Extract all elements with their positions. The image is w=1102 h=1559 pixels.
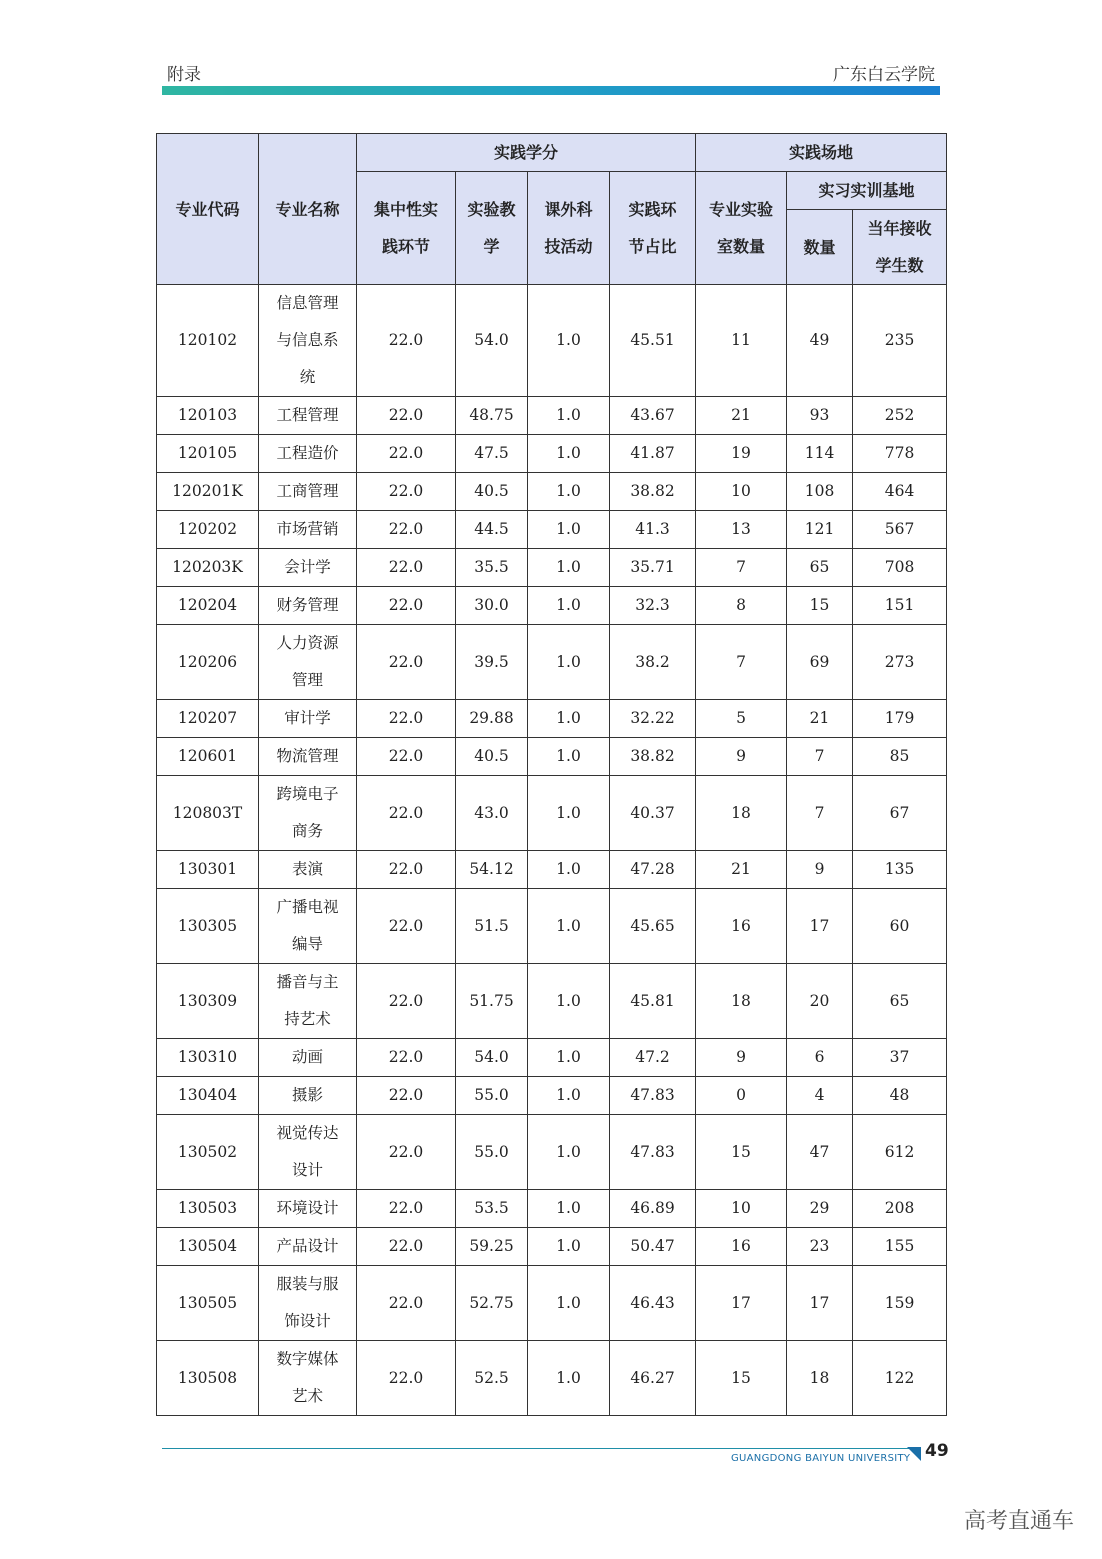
header-practice-sites: 实践场地 [696,134,947,172]
cell-extra: 1.0 [528,964,610,1039]
cell-name: 跨境电子 商务 [259,776,357,851]
table-row [157,1266,947,1341]
cell-bases: 69 [787,625,853,700]
cell-labs: 5 [696,700,787,738]
cell-labs: 10 [696,473,787,511]
cell-students: 612 [853,1115,947,1190]
cell-ratio: 46.27 [610,1341,696,1416]
cell-intensive: 22.0 [357,473,456,511]
table-row [157,285,947,397]
cell-extra: 1.0 [528,1341,610,1416]
cell-ratio: 47.2 [610,1039,696,1077]
header-practice-credits: 实践学分 [357,134,696,172]
cell-intensive: 22.0 [357,285,456,397]
cell-code: 130309 [157,964,259,1039]
cell-ratio: 32.3 [610,587,696,625]
cell-code: 130301 [157,851,259,889]
cell-experiment: 55.0 [456,1077,528,1115]
cell-labs: 13 [696,511,787,549]
cell-bases: 9 [787,851,853,889]
cell-ratio: 47.28 [610,851,696,889]
cell-experiment: 51.5 [456,889,528,964]
cell-intensive: 22.0 [357,1077,456,1115]
cell-experiment: 54.0 [456,285,528,397]
cell-name: 工程管理 [259,397,357,435]
cell-name: 工程造价 [259,435,357,473]
cell-code: 130305 [157,889,259,964]
cell-name: 产品设计 [259,1228,357,1266]
cell-students: 60 [853,889,947,964]
cell-bases: 4 [787,1077,853,1115]
cell-experiment: 54.12 [456,851,528,889]
cell-bases: 93 [787,397,853,435]
cell-ratio: 46.89 [610,1190,696,1228]
cell-intensive: 22.0 [357,776,456,851]
cell-code: 120203K [157,549,259,587]
table-row [157,738,947,776]
header-section-label: 附录 [167,65,201,85]
cell-ratio: 50.47 [610,1228,696,1266]
header-accent-bar [162,86,940,95]
cell-bases: 121 [787,511,853,549]
table-row [157,1190,947,1228]
cell-experiment: 52.5 [456,1341,528,1416]
cell-ratio: 38.2 [610,625,696,700]
cell-bases: 108 [787,473,853,511]
cell-name: 财务管理 [259,587,357,625]
table-row [157,625,947,700]
cell-intensive: 22.0 [357,587,456,625]
cell-name: 播音与主 持艺术 [259,964,357,1039]
cell-students: 567 [853,511,947,549]
cell-students: 151 [853,587,947,625]
header-code: 专业代码 [157,134,259,285]
cell-experiment: 52.75 [456,1266,528,1341]
cell-extra: 1.0 [528,1077,610,1115]
cell-extra: 1.0 [528,625,610,700]
table-row [157,1077,947,1115]
watermark: 高考直通车 [964,1509,1075,1534]
cell-name: 动画 [259,1039,357,1077]
cell-intensive: 22.0 [357,851,456,889]
table-row [157,587,947,625]
cell-students: 159 [853,1266,947,1341]
cell-students: 179 [853,700,947,738]
cell-extra: 1.0 [528,587,610,625]
cell-extra: 1.0 [528,889,610,964]
cell-bases: 49 [787,285,853,397]
cell-bases: 23 [787,1228,853,1266]
cell-students: 155 [853,1228,947,1266]
cell-intensive: 22.0 [357,625,456,700]
cell-code: 120206 [157,625,259,700]
cell-ratio: 47.83 [610,1115,696,1190]
cell-name: 物流管理 [259,738,357,776]
cell-bases: 17 [787,889,853,964]
cell-ratio: 41.87 [610,435,696,473]
cell-students: 122 [853,1341,947,1416]
cell-experiment: 55.0 [456,1115,528,1190]
cell-labs: 18 [696,964,787,1039]
cell-labs: 21 [696,397,787,435]
table-row [157,776,947,851]
cell-bases: 7 [787,776,853,851]
table-row [157,964,947,1039]
cell-code: 130505 [157,1266,259,1341]
cell-extra: 1.0 [528,1266,610,1341]
cell-ratio: 35.71 [610,549,696,587]
cell-ratio: 43.67 [610,397,696,435]
page-number: 49 [925,1441,949,1461]
cell-name: 工商管理 [259,473,357,511]
cell-experiment: 30.0 [456,587,528,625]
cell-extra: 1.0 [528,473,610,511]
cell-name: 服装与服 饰设计 [259,1266,357,1341]
cell-students: 135 [853,851,947,889]
cell-bases: 15 [787,587,853,625]
footer-university: GUANGDONG BAIYUN UNIVERSITY [731,1453,911,1464]
table-row [157,473,947,511]
cell-code: 120204 [157,587,259,625]
cell-students: 235 [853,285,947,397]
header-base-count: 数量 [787,210,853,285]
cell-students: 273 [853,625,947,700]
cell-students: 252 [853,397,947,435]
cell-code: 130503 [157,1190,259,1228]
cell-labs: 19 [696,435,787,473]
cell-bases: 47 [787,1115,853,1190]
table-row [157,1115,947,1190]
cell-labs: 8 [696,587,787,625]
cell-code: 120601 [157,738,259,776]
cell-labs: 21 [696,851,787,889]
cell-ratio: 45.65 [610,889,696,964]
cell-bases: 17 [787,1266,853,1341]
table-row [157,511,947,549]
cell-experiment: 53.5 [456,1190,528,1228]
cell-labs: 16 [696,889,787,964]
cell-intensive: 22.0 [357,1190,456,1228]
cell-intensive: 22.0 [357,1039,456,1077]
cell-code: 120202 [157,511,259,549]
cell-code: 120803T [157,776,259,851]
cell-experiment: 35.5 [456,549,528,587]
cell-students: 464 [853,473,947,511]
table-row [157,1341,947,1416]
table-row [157,1228,947,1266]
cell-experiment: 40.5 [456,738,528,776]
cell-ratio: 38.82 [610,738,696,776]
table-row [157,549,947,587]
cell-experiment: 39.5 [456,625,528,700]
cell-extra: 1.0 [528,1115,610,1190]
cell-bases: 20 [787,964,853,1039]
cell-experiment: 48.75 [456,397,528,435]
cell-ratio: 32.22 [610,700,696,738]
cell-code: 130504 [157,1228,259,1266]
cell-name: 广播电视 编导 [259,889,357,964]
cell-code: 130310 [157,1039,259,1077]
header-labs: 专业实验 室数量 [696,172,787,285]
cell-intensive: 22.0 [357,1266,456,1341]
cell-labs: 9 [696,738,787,776]
cell-intensive: 22.0 [357,397,456,435]
cell-name: 信息管理 与信息系 统 [259,285,357,397]
cell-labs: 7 [696,549,787,587]
footer-line [162,1448,914,1449]
cell-code: 120207 [157,700,259,738]
cell-students: 65 [853,964,947,1039]
cell-intensive: 22.0 [357,1341,456,1416]
cell-name: 视觉传达 设计 [259,1115,357,1190]
header-extracurricular: 课外科 技活动 [528,172,610,285]
cell-intensive: 22.0 [357,738,456,776]
cell-labs: 18 [696,776,787,851]
cell-name: 审计学 [259,700,357,738]
cell-code: 120105 [157,435,259,473]
cell-code: 120102 [157,285,259,397]
footer-triangle-icon [907,1447,921,1461]
cell-code: 130502 [157,1115,259,1190]
cell-ratio: 41.3 [610,511,696,549]
cell-extra: 1.0 [528,397,610,435]
cell-extra: 1.0 [528,738,610,776]
cell-experiment: 51.75 [456,964,528,1039]
cell-experiment: 43.0 [456,776,528,851]
cell-labs: 7 [696,625,787,700]
cell-students: 37 [853,1039,947,1077]
cell-labs: 11 [696,285,787,397]
cell-experiment: 40.5 [456,473,528,511]
cell-experiment: 29.88 [456,700,528,738]
table-row [157,889,947,964]
table-row [157,851,947,889]
cell-extra: 1.0 [528,700,610,738]
cell-code: 120201K [157,473,259,511]
table-row [157,435,947,473]
cell-labs: 10 [696,1190,787,1228]
cell-name: 数字媒体 艺术 [259,1341,357,1416]
table-row [157,700,947,738]
cell-bases: 29 [787,1190,853,1228]
cell-students: 708 [853,549,947,587]
cell-code: 130508 [157,1341,259,1416]
cell-students: 85 [853,738,947,776]
cell-extra: 1.0 [528,1190,610,1228]
cell-labs: 0 [696,1077,787,1115]
cell-bases: 18 [787,1341,853,1416]
cell-name: 摄影 [259,1077,357,1115]
header-experiment: 实验教 学 [456,172,528,285]
cell-extra: 1.0 [528,511,610,549]
cell-extra: 1.0 [528,1228,610,1266]
cell-experiment: 54.0 [456,1039,528,1077]
cell-ratio: 46.43 [610,1266,696,1341]
cell-ratio: 40.37 [610,776,696,851]
cell-code: 130404 [157,1077,259,1115]
cell-students: 48 [853,1077,947,1115]
cell-extra: 1.0 [528,851,610,889]
cell-students: 67 [853,776,947,851]
cell-labs: 15 [696,1341,787,1416]
header-intensive: 集中性实 践环节 [357,172,456,285]
cell-bases: 21 [787,700,853,738]
cell-ratio: 38.82 [610,473,696,511]
header-bases: 实习实训基地 [787,172,947,210]
header-school-name: 广东白云学院 [833,65,935,85]
cell-experiment: 47.5 [456,435,528,473]
cell-extra: 1.0 [528,435,610,473]
cell-extra: 1.0 [528,776,610,851]
cell-intensive: 22.0 [357,964,456,1039]
cell-experiment: 44.5 [456,511,528,549]
cell-ratio: 45.51 [610,285,696,397]
cell-bases: 7 [787,738,853,776]
cell-students: 778 [853,435,947,473]
cell-name: 人力资源 管理 [259,625,357,700]
cell-intensive: 22.0 [357,435,456,473]
cell-labs: 16 [696,1228,787,1266]
cell-labs: 17 [696,1266,787,1341]
header-name: 专业名称 [259,134,357,285]
cell-bases: 6 [787,1039,853,1077]
header-ratio: 实践环 节占比 [610,172,696,285]
cell-experiment: 59.25 [456,1228,528,1266]
cell-name: 会计学 [259,549,357,587]
cell-name: 环境设计 [259,1190,357,1228]
cell-bases: 65 [787,549,853,587]
cell-labs: 9 [696,1039,787,1077]
cell-intensive: 22.0 [357,889,456,964]
cell-intensive: 22.0 [357,1228,456,1266]
cell-extra: 1.0 [528,285,610,397]
cell-name: 表演 [259,851,357,889]
cell-ratio: 47.83 [610,1077,696,1115]
cell-intensive: 22.0 [357,700,456,738]
table-row [157,1039,947,1077]
cell-bases: 114 [787,435,853,473]
practice-credits-table [156,133,947,1416]
cell-extra: 1.0 [528,549,610,587]
table-row [157,397,947,435]
cell-students: 208 [853,1190,947,1228]
cell-ratio: 45.81 [610,964,696,1039]
cell-intensive: 22.0 [357,1115,456,1190]
cell-extra: 1.0 [528,1039,610,1077]
cell-intensive: 22.0 [357,549,456,587]
cell-code: 120103 [157,397,259,435]
cell-labs: 15 [696,1115,787,1190]
header-students: 当年接收 学生数 [853,210,947,285]
cell-name: 市场营销 [259,511,357,549]
cell-intensive: 22.0 [357,511,456,549]
